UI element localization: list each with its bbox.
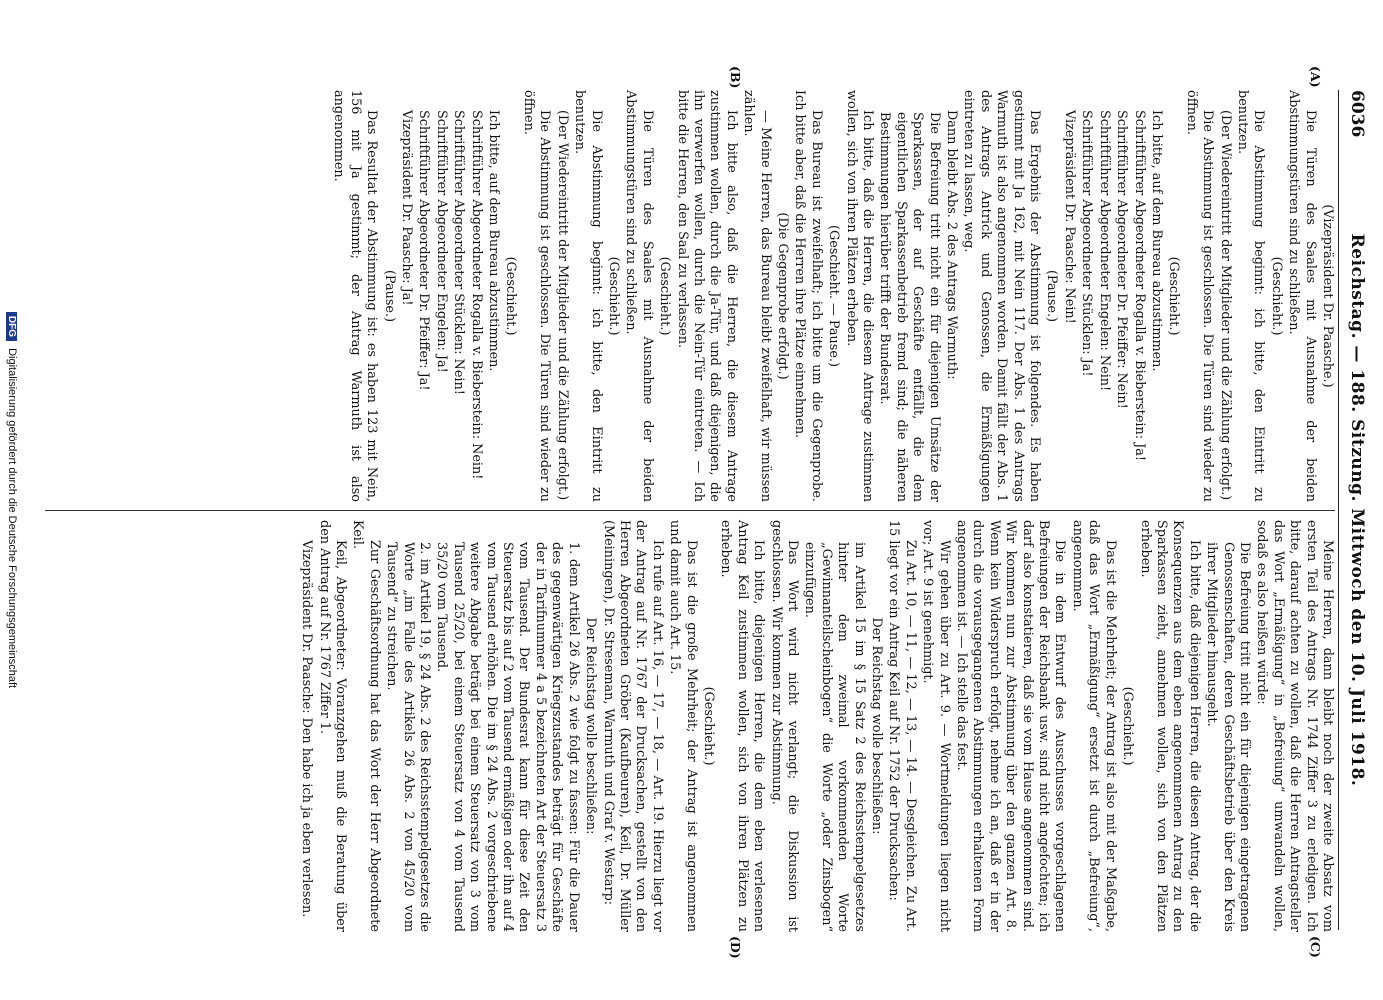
left-column-paragraph: (Pause.)	[381, 269, 397, 323]
left-column-paragraph: Ich bitte, auf dem Bureau abzustimmen.	[1148, 110, 1164, 372]
right-column-paragraph: (Geschieht.)	[1120, 686, 1136, 766]
left-column-paragraph: Schriftführer Abgeordneter Rogalla v. Bieberstein: Ja!	[1131, 110, 1147, 462]
left-column-paragraph: (Geschieht.)	[605, 256, 621, 336]
left-column-paragraph: Vizepräsident Dr. Paasche: Ja!	[399, 110, 415, 306]
left-column-paragraph: (Geschieht. — Pause.)	[826, 225, 842, 367]
right-column-paragraph: Ich bitte, diejenigen Herren, die dem eben verlesenen Antrag Keil zustimmen wollen, sich von ihren Plätzen zu erheben.	[718, 520, 767, 932]
left-column-paragraph: Die Abstimmung beginnt: ich bitte, den Eintritt zu benutzen.	[572, 90, 604, 502]
footer-text: Digitalisierung gefördert durch die Deutsche Forschungsgemeinschaft	[6, 348, 18, 689]
left-column-paragraph: Das Bureau ist zweifelhaft; ich bitte um die Gegenprobe. Ich bitte aber, daß die Herren ihre Plätze einnehmen.	[792, 90, 824, 502]
left-column	[329, 90, 1335, 502]
left-column-paragraph: Ich bitte, auf dem Bureau abzustimmen.	[486, 110, 502, 372]
left-column-paragraph: Ich bitte, daß die Herren, die diesem Antrage zustimmen wollen, sich von ihren Plätzen erheben.	[843, 90, 876, 502]
left-column-paragraph: Die Türen des Saales mit Ausnahme der beiden Abstimmungstüren sind zu schließen.	[1286, 90, 1318, 502]
left-column-paragraph: Schriftführer Abgeordneter Stücklen: Nein!	[451, 110, 467, 395]
left-column-paragraph: (Geschieht.)	[1268, 256, 1284, 336]
left-column-paragraph: (Vizepräsident Dr. Paasche.)	[1320, 204, 1335, 388]
right-column-paragraph: Das ist die Mehrheit; der Antrag ist also mit der Maßgabe, daß das Wort „Ermäßigung“ ersetzt ist durch „Befreiung“, angenommen.	[1069, 520, 1118, 932]
left-column-paragraph: Schriftführer Abgeordneter Dr. Pfeiffer: Nein!	[1114, 110, 1130, 409]
left-column-paragraph: Schriftführer Abgeordneter Engelen: Ja!	[433, 110, 449, 373]
left-column-paragraph: Schriftführer Abgeordneter Rogalla v. Bieberstein: Nein!	[468, 110, 484, 480]
left-column-paragraph: (Geschieht.)	[503, 256, 519, 336]
right-column-paragraph: im Artikel 15 im § 15 Satz 2 des Reichsstempelgesetzes hinter dem zweimal vorkommenden Worte „Gewinnanteilscheinbogen“ die Worte „oder Zinsbogen“ einzufügen.	[802, 542, 867, 932]
margin-mark-c: (C)	[1308, 936, 1323, 958]
left-column-paragraph: Vizepräsident Dr. Paasche: Nein!	[1061, 110, 1077, 324]
left-column-paragraph: (Geschieht.)	[657, 256, 673, 336]
left-column-paragraph: (Pause.)	[1044, 269, 1060, 323]
left-column-paragraph: (Der Wiedereintritt der Mitglieder und die Zählung erfolgt.)	[1217, 110, 1233, 501]
left-column-paragraph: Die Abstimmung ist geschlossen. Die Türen sind wieder zu öffnen.	[1183, 90, 1216, 502]
dfg-logo: DFG	[6, 312, 17, 341]
left-column-paragraph: Das Ergebnis der Abstimmung ist folgendes. Es haben gestimmt mit Ja 162, mit Nein 117. Der Abs. 1 des Antrags Warmuth ist also angenommen worden. Damit fällt der Abs. 1 des Antrags Antrick und Genossen, die Ermäßigungen eintreten zu lassen, weg.	[961, 90, 1043, 502]
right-column-paragraph: Keil, Abgeordneter: Voranzgehen muß die Beratung über den Antrag auf Nr. 1767 Ziffer 1.	[316, 520, 349, 932]
page-header	[1338, 90, 1373, 930]
right-column-paragraph: Das ist die große Mehrheit; der Antrag ist angenommen und damit auch Art. 15.	[667, 520, 699, 932]
left-column-paragraph: Dann bleibt Abs. 2 des Antrags Warmuth:	[944, 110, 960, 380]
left-column-paragraph: Die Abstimmung ist geschlossen. Die Türen sind wieder zu öffnen.	[520, 90, 553, 502]
left-column-paragraph: Ich bitte also, daß die Herren, die diesem Antrage zustimmen wollen, durch die Ja-Tür, und daß diejenigen, die ihn verwerfen wollen, durch die Nein-Tür eintreten. — Ich bitte die Herren, den Saal zu verlassen.	[674, 90, 739, 502]
page-number: 6036	[1347, 90, 1367, 138]
right-column-paragraph: Der Reichstag wolle beschließen:	[869, 617, 885, 835]
right-column-paragraph: Die in dem Entwurf des Ausschusses vorgeschlagenen Befreiungen der Reichsbank usw. sind nicht angefochten; ich darf also konstatieren, daß sie vom Hause angenommen sind. Wir kommen nun zur Abstimmung über den ganzen Art. 8. Wenn kein Widerspruch erfolgt, nehme ich an, daß er in der durch die vorausgegangenen Abstimmungen erhaltenen Form angenommen ist. — Ich stelle das fest.	[954, 520, 1068, 932]
left-column-paragraph: Schriftführer Abgeordneter Stücklen: Ja!	[1079, 110, 1095, 377]
right-column-paragraph: Ich rufe auf Art. 16, — 17, — 18, — Art. 19. Hierzu liegt vor der Antrag auf Nr. 1767 der Drucksachen, gestellt von den Herren Abgeordneten Gröber (Kaufbeuren), Keil, Dr. Müller (Meiningen), Dr. Streseman, Warmuth und Graf v. Westarp:	[600, 520, 665, 932]
page-title: Reichstag. — 188. Sitzung. Mittwoch den 10. Juli 1918.	[1347, 233, 1367, 787]
left-column-paragraph: Die Befreiung tritt nicht ein für diejenigen Umsätze der Sparkassen, der auf Geschäfte entfällt, die dem eigentlichen Sparkassenbetrieb fremd sind; die näheren Bestimmungen hierüber trifft der Bundesrat.	[877, 112, 942, 502]
column-divider	[45, 510, 1335, 511]
left-column-paragraph: Die Türen des Saales mit Ausnahme der beiden Abstimmungstüren sind zu schließen.	[623, 90, 655, 502]
right-column-paragraph: Die Befreiung tritt nicht ein für diejenigen eingetragenen Genossenschaften, deren Geschäftsbetrieb über den Kreis ihrer Mitglieder hinausgeht.	[1204, 542, 1252, 932]
left-column-paragraph: (Die Gegenprobe erfolgt.)	[775, 212, 790, 380]
margin-mark-b: (B)	[728, 66, 743, 89]
left-column-paragraph: Die Abstimmung beginnt: ich bitte, den Eintritt zu benutzen.	[1234, 90, 1267, 502]
right-column	[297, 520, 1335, 932]
left-column-paragraph: Schriftführer Abgeordneter Dr. Pfeiffer: Ja!	[416, 110, 432, 391]
left-column-paragraph: Schriftführer Abgeordneter Engelen: Nein!	[1096, 110, 1112, 392]
right-column-paragraph: Zu Art. 10, — 11, — 12, — 13, — 14. — Desgleichen. Zu Art. 15 liegt vor ein Antrag Keil auf Nr. 1752 der Drucksachen:	[886, 520, 918, 932]
left-column-paragraph: (Geschieht.)	[1166, 256, 1182, 336]
right-column-paragraph: 1. dem Artikel 26 Abs. 2 wie folgt zu fassen: Für die Dauer des gegenwärtigen Kriegszustandes beträgt für Geschäfte der in Tarifnummer 4 a 5 bezeichneten Art der Steuersatz 3 vom Tausend. Der Bundesrat kann für diese Zeit den Steuersatz bis auf 2 vom Tausend ermäßigen oder ihn auf 4 vom Tausend erhöhen. Die im § 24 Abs. 2 vorgeschriebene weitere Abgabe beträgt bei einem Steuersatz von 3 vom Tausend 25/20, bei einem Steuersatz von 4 vom Tausend 35/20 vom Tausend.	[434, 542, 581, 932]
margin-mark-a: (A)	[1308, 66, 1323, 88]
margin-mark-d: (D)	[728, 936, 743, 959]
right-column-paragraph: Ich bitte, daß diejenigen Herren, die diesen Antrag, der die Konsequenzen aus dem eben angenommenen Antrag zu den Sparkassen zieht, annehmen wollen, sich von den Plätzen erheben.	[1137, 520, 1202, 932]
right-column-paragraph: 2. im Artikel 19, § 24 Abs. 2 des Reichsstempelgesetzes die Worte „im Falle des Artikels 26 Abs. 2 von 45/20 vom Tausend“ zu streichen.	[384, 542, 433, 932]
right-column-paragraph: (Geschieht.)	[700, 686, 716, 766]
right-column-paragraph: Vizepräsident Dr. Paasche: Den habe ich ja eben verlesen.	[299, 540, 315, 918]
right-column-paragraph: Der Reichstag wolle beschließen:	[583, 617, 599, 835]
page-footer	[6, 0, 18, 1000]
right-column-paragraph: Wir gehen über zu Art. 9. — Wortmeldungen liegen nicht vor; Art. 9 ist genehmigt.	[920, 520, 952, 932]
left-column-paragraph: Das Resultat der Abstimmung ist: es haben 123 mit Nein, 156 mit Ja gestimmt; der Antrag Warmuth ist also angenommen.	[331, 90, 380, 502]
right-column-paragraph: Zur Geschäftsordnung hat das Wort der Herr Abgeordnete Keil.	[350, 520, 382, 932]
right-column-paragraph: Meine Herren, dann bleibt noch der zweite Absatz vom ersten Teil des Antrags Nr. 1744 Ziffer 3 zu erledigen. Ich bitte, darauf achten zu wollen, daß die Herren Antragsteller das Wort „Ermäßigung“ in „Befreiung“ umwandeln wollen, sodaß es also heißen würde:	[1254, 520, 1335, 932]
left-column-paragraph: — Meine Herren, das Bureau bleibt zweifelhaft, wir müssen zählen.	[741, 90, 773, 502]
right-column-paragraph: Das Wort wird nicht verlangt; die Diskussion ist geschlossen. Wir kommen zur Abstimmung.	[768, 520, 800, 932]
left-column-paragraph: (Der Wiedereintritt der Mitglieder und die Zählung erfolgt.)	[554, 110, 570, 501]
